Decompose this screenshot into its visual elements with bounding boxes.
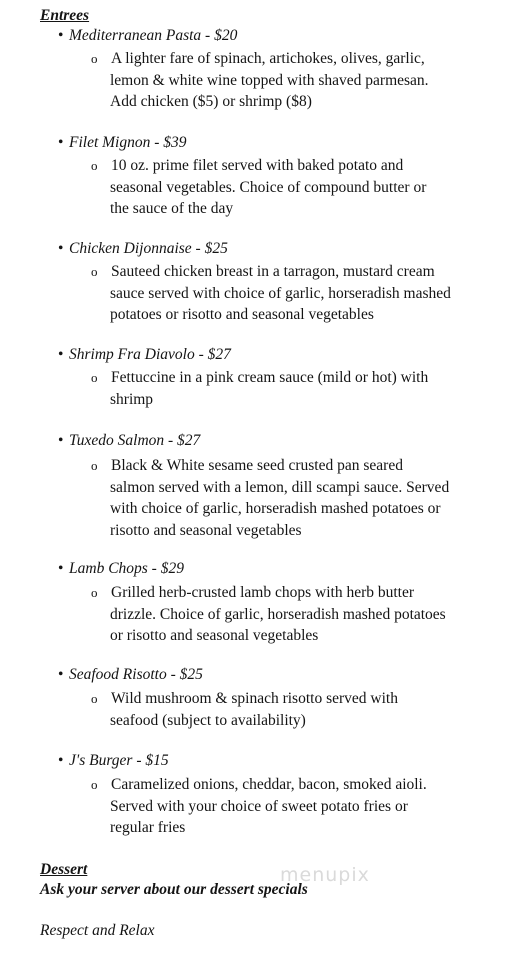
description-line: with choice of garlic, horseradish mashed potatoes or (110, 500, 441, 517)
menu-item-title (58, 666, 203, 684)
closing-tagline: Respect and Relax (40, 922, 155, 939)
sub-bullet-icon: o (91, 370, 98, 385)
description-line: potatoes or risotto and seasonal vegetables (110, 306, 374, 323)
menu-item-description (91, 582, 446, 647)
description-line: the sauce of the day (110, 200, 234, 217)
description-line: Add chicken ($5) or shrimp ($8) (110, 93, 312, 110)
bullet-icon: • (58, 346, 64, 363)
description-line: Wild mushroom & spinach risotto served with (111, 690, 398, 707)
watermark-logo: menupix (280, 864, 370, 886)
sub-bullet-icon: o (91, 458, 98, 473)
description-line: sauce served with choice of garlic, horseradish mashed (110, 284, 451, 302)
description-line: salmon served with a lemon, dill scampi sauce. Served (110, 478, 450, 496)
description-line: risotto and seasonal vegetables (110, 521, 302, 539)
bullet-icon: • (58, 27, 64, 44)
description-line: or risotto and seasonal vegetables (110, 627, 319, 644)
description-line: Black & White sesame seed crusted pan seared (111, 457, 403, 474)
description-line: regular fries (110, 819, 186, 836)
menu-item-description (91, 688, 398, 731)
item-title-text: Mediterranean Pasta - $20 (69, 27, 238, 44)
sub-bullet-icon: o (91, 691, 98, 706)
description-line: 10 oz. prime filet served with baked potato and (111, 157, 404, 174)
bullet-icon: • (58, 432, 64, 449)
sub-bullet-icon: o (91, 585, 98, 600)
dessert-note: Ask your server about our dessert specials (40, 881, 308, 898)
menu-item-description (91, 455, 449, 541)
sub-bullet-icon: o (91, 777, 98, 792)
description-line: lemon & white wine topped with shaved parmesan. (110, 71, 429, 89)
description-line: shrimp (110, 390, 154, 408)
menu-item-title (58, 346, 231, 364)
item-title-text: J's Burger - $15 (69, 752, 169, 769)
menu-item-description (91, 774, 427, 839)
item-title-text: Seafood Risotto - $25 (69, 666, 203, 683)
sub-bullet-icon: o (91, 51, 98, 66)
sub-bullet-icon: o (91, 158, 98, 173)
bullet-icon: • (58, 240, 64, 257)
sub-bullet-icon: o (91, 264, 98, 279)
description-line: seafood (subject to availability) (110, 711, 306, 729)
bullet-icon: • (58, 134, 64, 151)
item-title-text: Filet Mignon - $39 (69, 134, 187, 151)
menu-item-title (58, 432, 200, 450)
bullet-icon: • (58, 666, 64, 683)
menu-item-title (58, 560, 184, 578)
menu-item-title (58, 27, 237, 45)
description-line: Served with your choice of sweet potato fries or (110, 797, 408, 815)
bullet-icon: • (58, 752, 64, 769)
bullet-icon: • (58, 560, 64, 577)
menu-item-title (58, 134, 187, 152)
menu-item-title (58, 240, 228, 258)
description-line: drizzle. Choice of garlic, horseradish mashed potatoes (110, 605, 446, 623)
item-title-text: Tuxedo Salmon - $27 (69, 432, 201, 449)
description-line: A lighter fare of spinach, artichokes, olives, garlic, (111, 50, 425, 67)
menu-item-description (91, 367, 428, 410)
menu-item-description (91, 155, 426, 220)
description-line: Sauteed chicken breast in a tarragon, mustard cream (111, 263, 435, 280)
item-title-text: Lamb Chops - $29 (69, 560, 184, 577)
menu-item-description (91, 261, 451, 326)
dessert-heading: Dessert (40, 861, 88, 878)
item-title-text: Shrimp Fra Diavolo - $27 (69, 346, 231, 363)
menu-item-title (58, 752, 169, 770)
description-line: Caramelized onions, cheddar, bacon, smoked aioli. (111, 776, 427, 793)
description-line: seasonal vegetables. Choice of compound butter or (110, 178, 427, 196)
description-line: Grilled herb-crusted lamb chops with herb butter (111, 584, 415, 601)
description-line: Fettuccine in a pink cream sauce (mild or hot) with (111, 369, 429, 386)
item-title-text: Chicken Dijonnaise - $25 (69, 240, 228, 257)
entrees-heading: Entrees (40, 7, 90, 24)
menu-item-description (91, 48, 429, 113)
